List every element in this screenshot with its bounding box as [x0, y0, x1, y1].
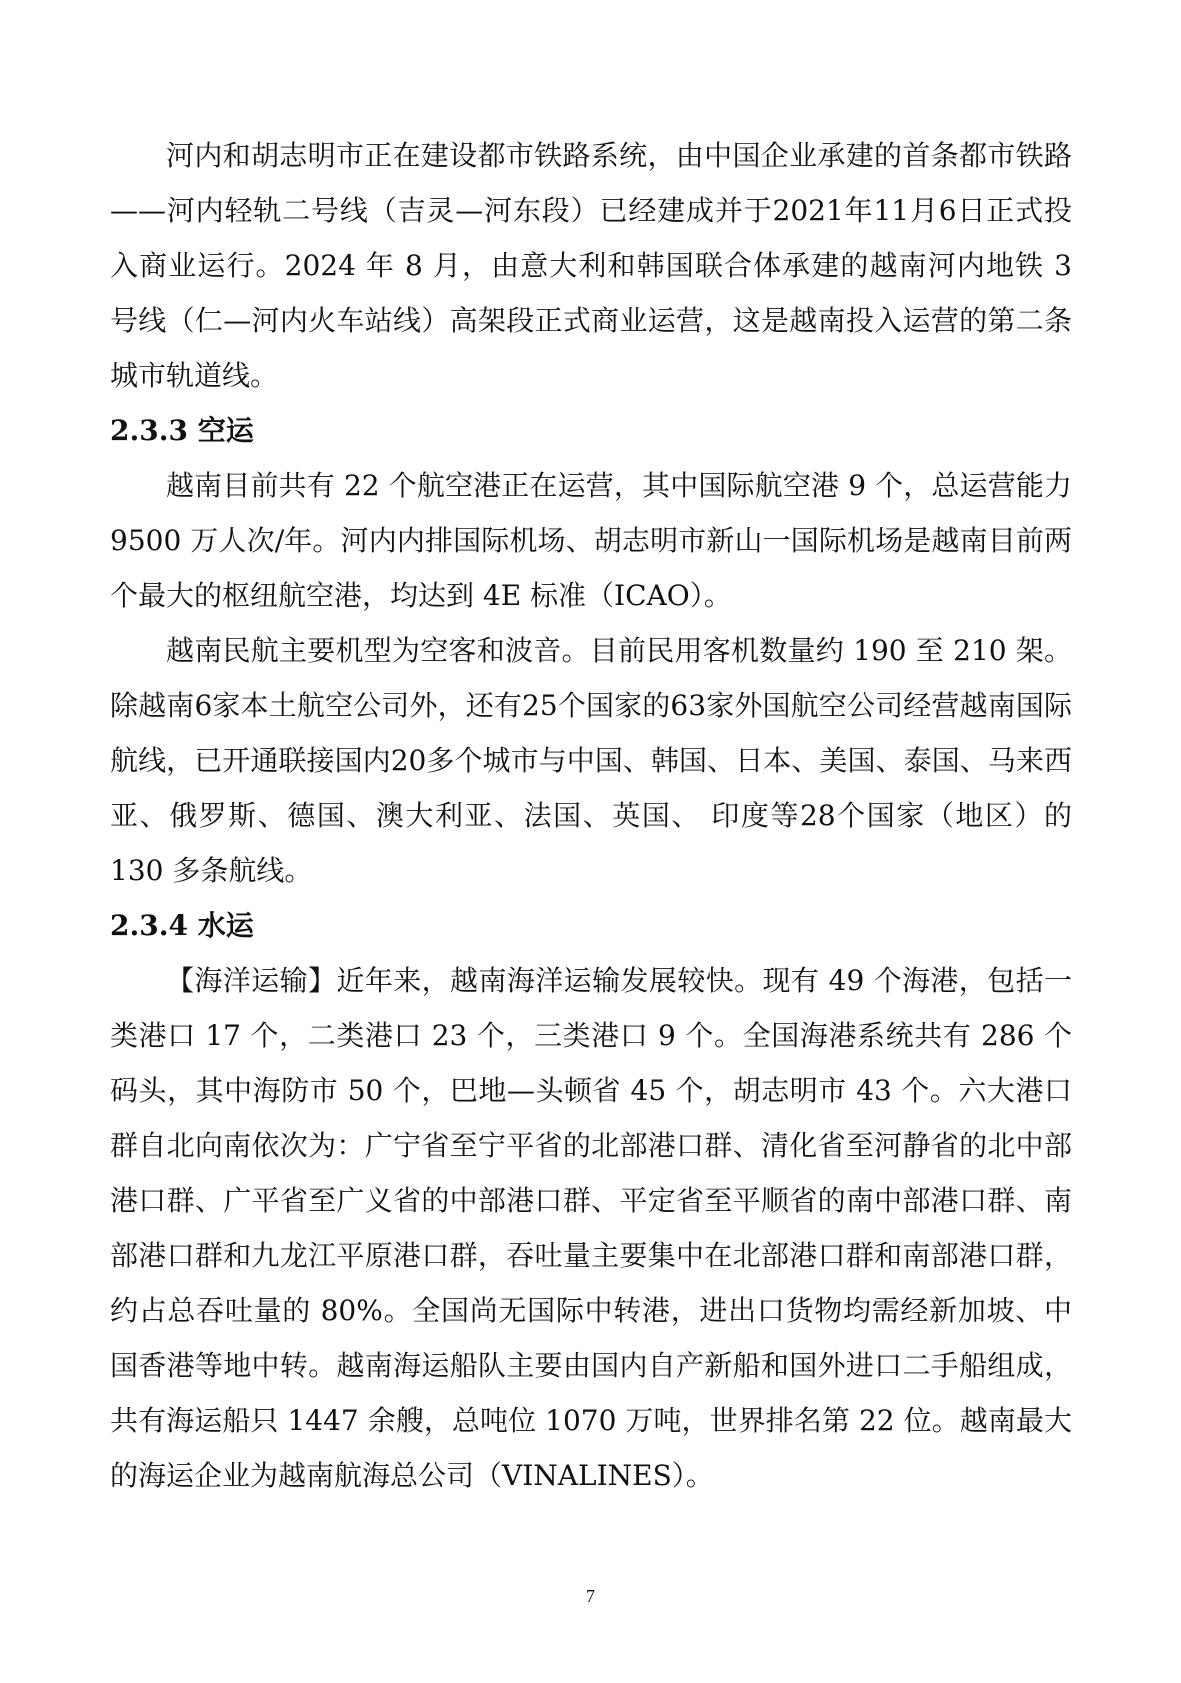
heading-air-transport: 2.3.3 空运 [110, 414, 254, 447]
paragraph-urban-rail: 河内和胡志明市正在建设都市铁路系统，由中国企业承建的首条都市铁路——河内轻轨二号线（吉灵—河东段）已经建成并于2021年11月6日正式投入商业运行。2024 年 8 月，由意大利和韩国联合体承建的越南河内地铁 3 号线（仁—河内火车站线）高架段正式商业运营，这是越南投入运营的第二条城市轨道线。 [110, 139, 1072, 392]
paragraph-civil-aviation: 越南民航主要机型为空客和波音。目前民用客机数量约 190 至 210 架。除越南6家本土航空公司外，还有25个国家的63家外国航空公司经营越南国际航线，已开通联接国内20多个城市与中国、韩国、日本、美国、泰国、马来西亚、俄罗斯、德国、澳大利亚、法国、英国、 印度等28个国家（地区）的 130 多条航线。 [110, 634, 1072, 887]
heading-water-transport: 2.3.4 水运 [110, 909, 254, 942]
page-number: 7 [586, 1586, 595, 1606]
paragraph-maritime: 【海洋运输】近年来，越南海洋运输发展较快。现有 49 个海港，包括一类港口 17 个，二类港口 23 个，三类港口 9 个。全国海港系统共有 286 个码头，其中海防市 50 个，巴地—头顿省 45 个，胡志明市 43 个。六大港口群自北向南依次为：广宁省至宁平省的北部港口群、清化省至河静省的北中部港口群、广平省至广义省的中部港口群、平定省至平顺省的南中部港口群、南部港口群和九龙江平原港口群，吞吐量主要集中在北部港口群和南部港口群，约占总吞吐量的 80%。全国尚无国际中转港，进出口货物均需经新加坡、中国香港等地中转。越南海运船队主要由国内自产新船和国外进口二手船组成，共有海运船只 1447 余艘，总吨位 1070 万吨，世界排名第 22 位。越南最大的海运企业为越南航海总公司（VINALINES）。 [110, 964, 1072, 1492]
paragraph-airports: 越南目前共有 22 个航空港正在运营，其中国际航空港 9 个，总运营能力 9500 万人次/年。河内内排国际机场、胡志明市新山一国际机场是越南目前两个最大的枢纽航空港，均达到 4E 标准（ICAO）。 [110, 469, 1072, 612]
document-body [110, 128, 1072, 1503]
